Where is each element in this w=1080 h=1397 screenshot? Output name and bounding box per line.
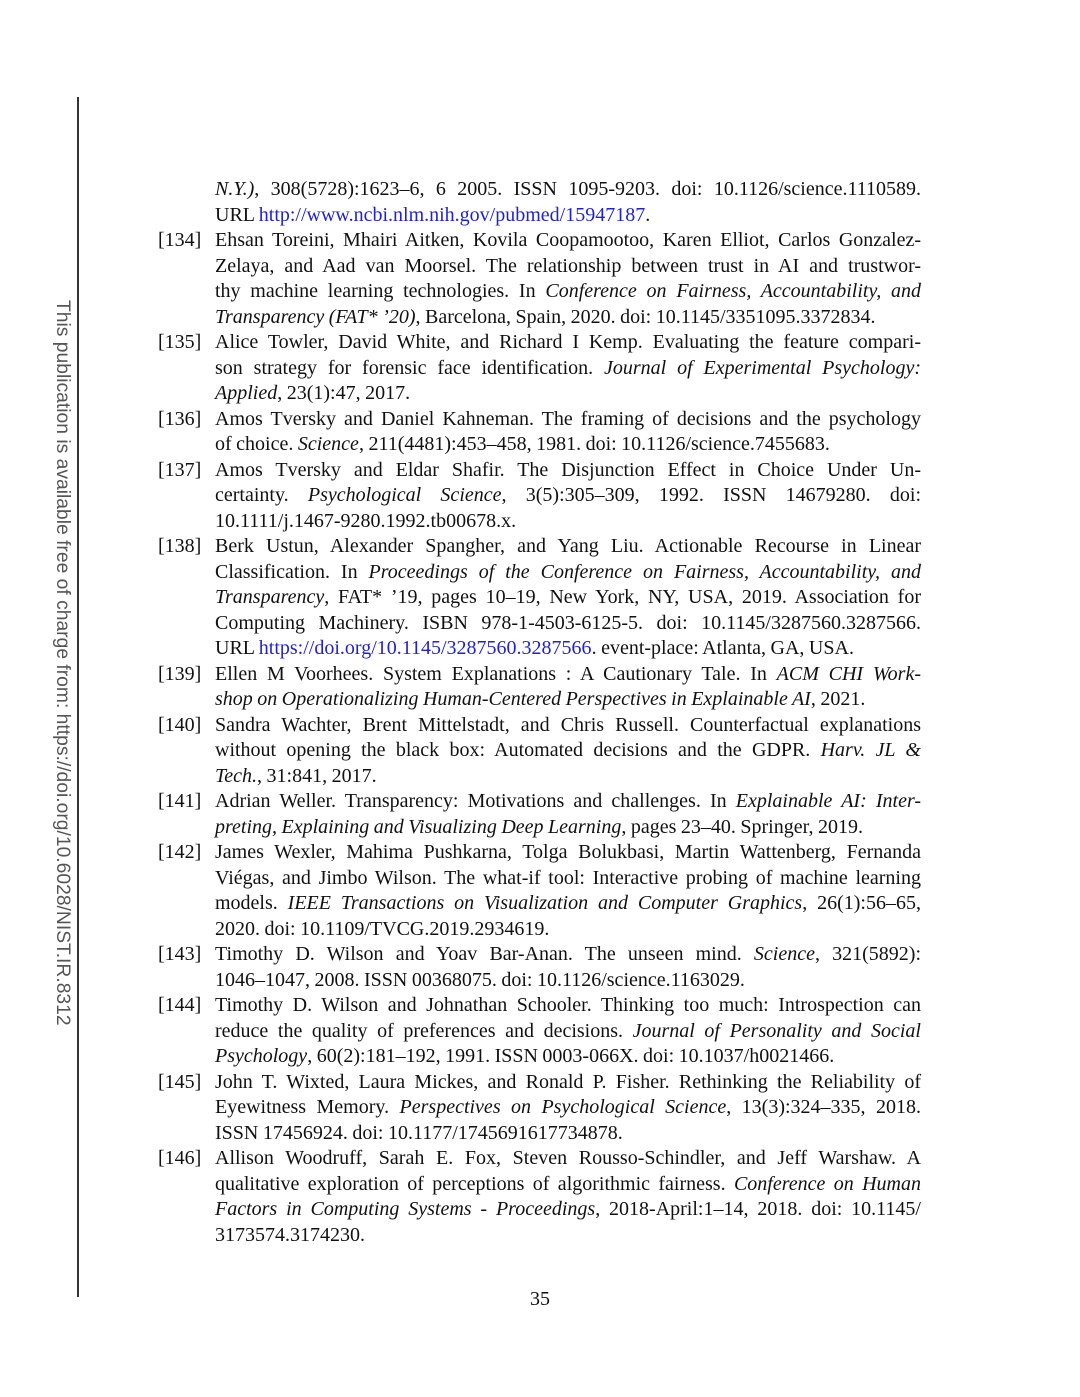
margin-rule — [77, 97, 79, 1297]
reference-line — [215, 330, 921, 356]
reference-line — [215, 1146, 921, 1172]
reference-venue-text: shop on Operationalizing Human-Centered Perspectives in Explainable AI — [215, 688, 811, 710]
reference-text: son strategy for forensic face identification. — [215, 356, 604, 379]
reference-venue-text: Transparency (FAT* ’20) — [215, 305, 416, 328]
reference-text: of choice. — [215, 433, 298, 455]
reference-number: [143] — [158, 943, 202, 965]
page-number: 35 — [530, 1288, 550, 1310]
reference-text: Allison Woodruff, Sarah E. Fox, Steven Rousso-Schindler, and Jeff Warshaw. A — [215, 1147, 921, 1169]
reference-url-link[interactable]: http://www.ncbi.nlm.nih.gov/pubmed/15947187 — [258, 203, 646, 226]
reference-text: . event-place: Atlanta, GA, USA. — [591, 637, 854, 659]
reference-line — [215, 534, 921, 560]
reference-entry — [158, 840, 921, 942]
reference-venue-text: Factors in Computing Systems - Proceedings — [215, 1198, 596, 1220]
reference-text: Sandra Wachter, Brent Mittelstadt, and Chris Russell. Counterfactual explanations — [215, 713, 921, 736]
reference-text: without opening the black box: Automated decisions and the GDPR. — [215, 739, 821, 761]
reference-text: , 31:841, 2017. — [257, 764, 377, 787]
reference-entry — [158, 1070, 921, 1147]
reference-line — [215, 1095, 921, 1121]
reference-line — [215, 840, 921, 866]
reference-line — [215, 917, 921, 943]
reference-number: [142] — [158, 841, 202, 863]
reference-text: models. — [215, 892, 288, 914]
reference-text: 3173574.3174230. — [215, 1223, 365, 1246]
reference-text: , 2021. — [810, 688, 866, 710]
reference-text: Eyewitness Memory. — [215, 1096, 400, 1118]
reference-text: Viégas, and Jimbo Wilson. The what-if tool: Interactive probing of machine learning — [215, 866, 921, 889]
reference-venue-text: Harv. JL & — [820, 739, 921, 761]
reference-line — [215, 815, 921, 841]
reference-line — [215, 254, 921, 280]
reference-line — [215, 968, 921, 994]
reference-venue-text: Conference on Fairness, Accountability, and — [545, 280, 921, 302]
reference-text: Timothy D. Wilson and Yoav Bar-Anan. The unseen mind. — [215, 943, 754, 965]
reference-entry — [158, 713, 921, 790]
reference-text: , 211(4481):453–458, 1981. doi: 10.1126/science.7455683. — [358, 433, 830, 455]
reference-text: , 308(5728):1623–6, 6 2005. ISSN 1095-9203. doi: 10.1126/science.1110589. — [254, 178, 921, 200]
reference-line — [215, 203, 921, 229]
reference-text: Amos Tversky and Eldar Shafir. The Disjunction Effect in Choice Under Un- — [215, 458, 921, 481]
reference-entry — [158, 993, 921, 1070]
reference-venue-text: N.Y.) — [215, 178, 255, 200]
reference-number: [136] — [158, 407, 202, 430]
reference-entry — [158, 407, 921, 458]
side-banner-text: This publication is available free of charge from: https://doi.org/10.6028/NIST.IR.8312 — [52, 300, 73, 1026]
reference-number: [141] — [158, 790, 202, 812]
reference-venue-text: Science — [297, 433, 359, 455]
reference-line — [215, 279, 921, 305]
reference-venue-text: Psychology — [215, 1045, 308, 1067]
reference-number: [144] — [158, 994, 202, 1016]
reference-number: [137] — [158, 458, 202, 481]
reference-line — [215, 1172, 921, 1198]
reference-text: , 321(5892): — [814, 943, 921, 965]
reference-line — [215, 228, 921, 254]
reference-line — [215, 483, 921, 509]
reference-text: 1046–1047, 2008. ISSN 00368075. doi: 10.1126/science.1163029. — [215, 968, 745, 991]
reference-entry — [158, 789, 921, 840]
reference-number: [146] — [158, 1147, 202, 1169]
reference-line — [215, 636, 921, 662]
reference-text: thy machine learning technologies. In — [215, 280, 546, 302]
reference-line — [215, 611, 921, 637]
reference-venue-text: Proceedings of the Conference on Fairness, Accountability, and — [368, 560, 922, 583]
reference-text: Classification. In — [215, 560, 369, 583]
reference-line — [215, 1223, 921, 1249]
reference-venue-text: Transparency — [215, 586, 325, 608]
reference-text: Berk Ustun, Alexander Spangher, and Yang Liu. Actionable Recourse in Linear — [215, 535, 921, 557]
reference-text: Zelaya, and Aad van Moorsel. The relationship between trust in AI and trustwor- — [215, 254, 921, 277]
reference-venue-text: Psychological Science — [307, 484, 502, 506]
reference-text: certainty. — [215, 484, 308, 506]
reference-line — [215, 305, 921, 331]
reference-line — [215, 713, 921, 739]
reference-text: , Barcelona, Spain, 2020. doi: 10.1145/3351095.3372834. — [415, 305, 876, 328]
reference-line — [215, 738, 921, 764]
reference-venue-text: Applied — [215, 382, 278, 404]
reference-text: , 23(1):47, 2017. — [277, 382, 411, 404]
reference-line — [215, 1121, 921, 1147]
reference-line — [215, 789, 921, 815]
reference-number: [134] — [158, 229, 202, 251]
reference-venue-text: Tech. — [215, 764, 258, 787]
reference-text: ISSN 17456924. doi: 10.1177/1745691617734878. — [215, 1121, 623, 1144]
reference-venue-text: Science — [753, 943, 815, 965]
reference-line — [215, 381, 921, 407]
reference-line — [215, 993, 921, 1019]
reference-text: URL — [215, 203, 259, 226]
reference-venue-text: Journal of Personality and Social — [632, 1019, 921, 1042]
reference-entry — [158, 942, 921, 993]
reference-line — [215, 560, 921, 586]
reference-line — [215, 866, 921, 892]
reference-list — [158, 177, 921, 1248]
reference-text: reduce the quality of preferences and decisions. — [215, 1019, 633, 1042]
reference-line — [215, 458, 921, 484]
reference-entry — [158, 228, 921, 330]
reference-text: Alice Towler, David White, and Richard I Kemp. Evaluating the feature compari- — [215, 331, 921, 353]
reference-line — [215, 177, 921, 203]
reference-entry — [158, 1146, 921, 1248]
reference-text: qualitative exploration of perceptions of algorithmic fairness. — [215, 1172, 734, 1195]
reference-text: , 3(5):305–309, 1992. ISSN 14679280. doi: — [501, 484, 922, 506]
reference-text: , 2018-April:1–14, 2018. doi: 10.1145/ — [595, 1198, 921, 1220]
reference-venue-text: preting, Explaining and Visualizing Deep Learning — [215, 815, 622, 838]
reference-text: , 13(3):324–335, 2018. — [726, 1096, 921, 1118]
reference-text: , FAT* ’19, pages 10–19, New York, NY, USA, 2019. Association for — [324, 586, 921, 608]
reference-number: [140] — [158, 713, 202, 736]
reference-text: , pages 23–40. Springer, 2019. — [621, 815, 863, 838]
reference-venue-text: Explainable AI: Inter- — [735, 790, 922, 812]
reference-venue-text: IEEE Transactions on Visualization and Computer Graphics — [287, 892, 803, 914]
reference-line — [215, 1019, 921, 1045]
reference-line — [215, 662, 921, 688]
reference-text: , 60(2):181–192, 1991. ISSN 0003-066X. doi: 10.1037/h0021466. — [307, 1045, 835, 1067]
reference-text: 10.1111/j.1467-9280.1992.tb00678.x. — [215, 509, 517, 532]
reference-line — [215, 687, 921, 713]
reference-text: John T. Wixted, Laura Mickes, and Ronald P. Fisher. Rethinking the Reliability of — [215, 1070, 921, 1093]
reference-number: [139] — [158, 662, 202, 685]
reference-number: [138] — [158, 535, 202, 557]
reference-text: Ehsan Toreini, Mhairi Aitken, Kovila Coopamootoo, Karen Elliot, Carlos Gonzalez- — [215, 229, 921, 251]
reference-line — [215, 432, 921, 458]
reference-venue-text: Conference on Human — [733, 1172, 921, 1195]
reference-line — [215, 1070, 921, 1096]
reference-line — [215, 891, 921, 917]
reference-entry — [158, 458, 921, 535]
reference-url-link[interactable]: https://doi.org/10.1145/3287560.3287566 — [258, 637, 592, 659]
reference-number: [135] — [158, 331, 202, 353]
reference-number: [145] — [158, 1070, 202, 1093]
reference-entry — [158, 177, 921, 228]
reference-entry — [158, 534, 921, 662]
reference-entry — [158, 662, 921, 713]
reference-line — [215, 585, 921, 611]
reference-text: Adrian Weller. Transparency: Motivations and challenges. In — [215, 790, 736, 812]
reference-entry — [158, 330, 921, 407]
reference-line — [215, 509, 921, 535]
reference-venue-text: Perspectives on Psychological Science — [399, 1096, 727, 1118]
reference-line — [215, 764, 921, 790]
reference-text: , 26(1):56–65, — [802, 892, 921, 914]
reference-line — [215, 1044, 921, 1070]
reference-text: James Wexler, Mahima Pushkarna, Tolga Bolukbasi, Martin Wattenberg, Fernanda — [215, 841, 921, 863]
reference-line — [215, 356, 921, 382]
reference-venue-text: ACM CHI Work- — [776, 662, 921, 685]
reference-text: URL — [215, 637, 259, 659]
reference-text: . — [645, 203, 651, 226]
reference-line — [215, 407, 921, 433]
reference-text: Computing Machinery. ISBN 978-1-4503-6125-5. doi: 10.1145/3287560.3287566. — [215, 611, 921, 634]
reference-line — [215, 942, 921, 968]
reference-line — [215, 1197, 921, 1223]
reference-venue-text: Journal of Experimental Psychology: — [604, 356, 921, 379]
reference-text: 2020. doi: 10.1109/TVCG.2019.2934619. — [215, 917, 550, 940]
reference-text: Ellen M Voorhees. System Explanations : A Cautionary Tale. In — [215, 662, 777, 685]
reference-text: Timothy D. Wilson and Johnathan Schooler. Thinking too much: Introspection can — [215, 994, 921, 1016]
reference-text: Amos Tversky and Daniel Kahneman. The framing of decisions and the psychology — [215, 407, 921, 430]
